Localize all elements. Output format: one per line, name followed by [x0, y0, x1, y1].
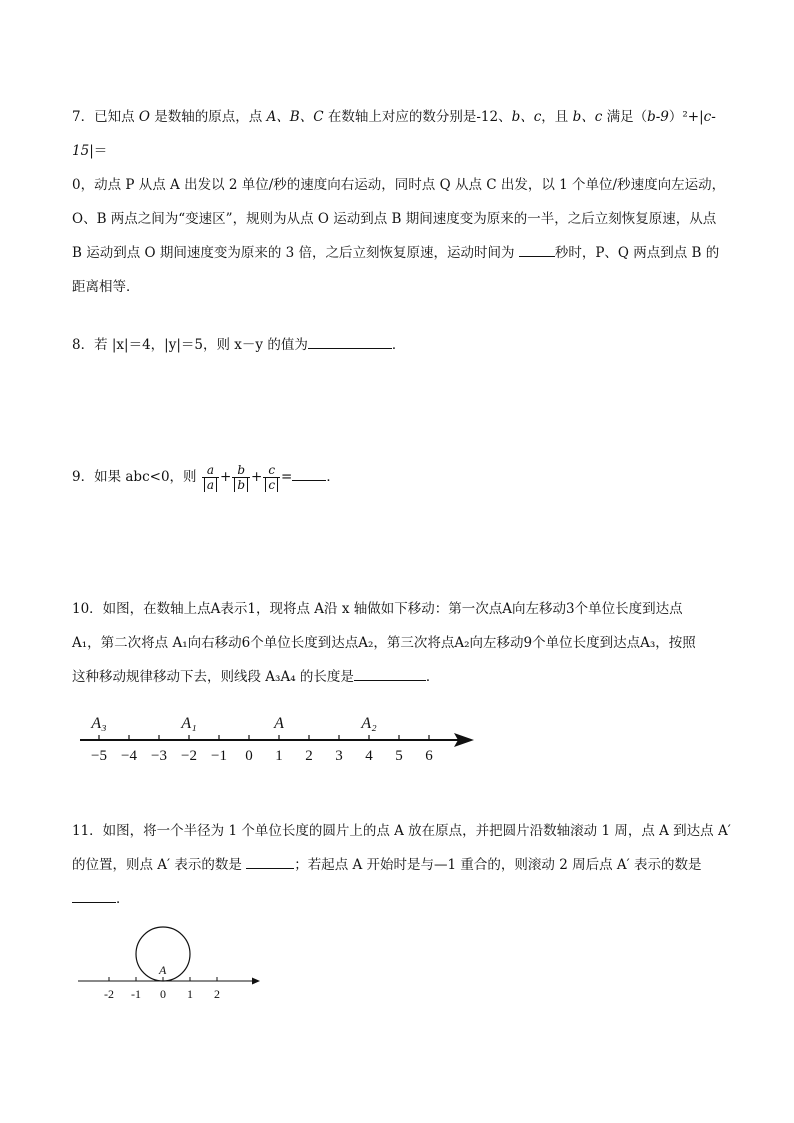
tick-label: 2	[214, 987, 220, 1001]
q7-line-2: 0，动点 P 从点 A 出发以 2 单位/秒的速度向右运动，同时点 Q 从点 C 出发，以 1 个单位/秒速度向左运动，	[72, 177, 726, 193]
q10-line-3: 这种移动规律移动下去，则线段 A₃A₄ 的长度是 ．	[72, 660, 732, 694]
q10-line-2: A₁，第二次将点 A₁向右移动6个单位长度到达点A₂，第三次将点A₂向左移动9个单位长度到达点A₃，按照	[72, 635, 696, 651]
tick-label: 0	[160, 987, 166, 1001]
tick-label: 2	[305, 748, 313, 764]
q10-line-1: 10．如图，在数轴上点A表示1，现将点 A沿 x 轴做如下移动：第一次点A向左移动3个单位长度到达点	[72, 601, 683, 617]
tick-label: 4	[365, 748, 373, 764]
q8-line: 8．若 |x|＝4，|y|＝5，则 x－y 的值为 ．	[72, 328, 732, 362]
q11-line-1: 11．如图，将一个半径为 1 个单位长度的圆片上的点 A 放在原点，并把圆片沿数轴滚动 1 周，点 A 到达点 A′	[72, 823, 731, 839]
tick-label: 3	[335, 748, 343, 764]
tick-label: −2	[181, 748, 197, 764]
tick-label: 5	[395, 748, 403, 764]
point-label: A₂	[361, 715, 377, 732]
question-8	[72, 328, 732, 362]
fraction-a: $\frac{a}{a}$	[202, 463, 219, 492]
answer-blank	[308, 334, 392, 349]
q7-line-3: O、B 两点之间为“变速区”，规则为从点 O 运动到点 B 期间速度变为原来的一半，之后立刻恢复原速，从点	[72, 211, 717, 227]
answer-blank	[354, 666, 426, 681]
tick-label: -1	[131, 987, 141, 1001]
tick-label: 0	[245, 748, 253, 764]
q7-line-5: 距离相等．	[72, 279, 140, 295]
answer-blank	[292, 466, 326, 481]
point-label: A₃	[91, 715, 107, 732]
tick-label: −1	[211, 748, 227, 764]
q9-line: 9．如果 abc<0，则 $\frac{a}{a}$ + $\frac{b}{b}$ + $\frac{c}{c}$ = ．	[72, 463, 340, 492]
question-9	[72, 460, 732, 494]
tick-label: -2	[104, 987, 114, 1001]
q11-line-3: ．	[72, 882, 732, 916]
answer-blank	[72, 888, 116, 903]
q7-line-4: B 运动到点 O 期间速度变为原来的 3 倍，之后立刻恢复原速，运动时间为 秒时，P、Q 两点到点 B 的	[72, 236, 732, 270]
axis-arrow	[252, 978, 260, 985]
tick-label: −4	[121, 748, 137, 764]
rolling-circle-figure-q11	[74, 920, 274, 1004]
tick-label: −3	[151, 748, 167, 764]
tick-label: −5	[91, 748, 107, 764]
question-11	[72, 814, 732, 916]
q7-line-1: 7．已知点 O 是数轴的原点，点 A、B、C 在数轴上对应的数分别是-12、b、c，且 b、c 满足（b-9）²+|c-15|＝	[72, 109, 716, 159]
point-label: A₁	[181, 715, 197, 732]
answer-blank	[519, 242, 555, 257]
tick-label: 6	[425, 748, 433, 764]
number-line-figure-q10	[74, 706, 484, 768]
tick-label: 1	[187, 987, 193, 1001]
answer-blank	[246, 854, 294, 869]
tick-label: 1	[275, 748, 283, 764]
fraction-c: $\frac{c}{c}$	[263, 463, 280, 492]
point-a-label: A	[159, 963, 167, 977]
fraction-b: $\frac{b}{b}$	[232, 463, 250, 492]
point-label: A	[274, 715, 284, 732]
question-7	[72, 100, 732, 304]
question-10	[72, 592, 732, 694]
q11-line-2: 的位置，则点 A′ 表示的数是 ；若起点 A 开始时是与—1 重合的，则滚动 2 周后点 A′ 表示的数是	[72, 848, 732, 882]
